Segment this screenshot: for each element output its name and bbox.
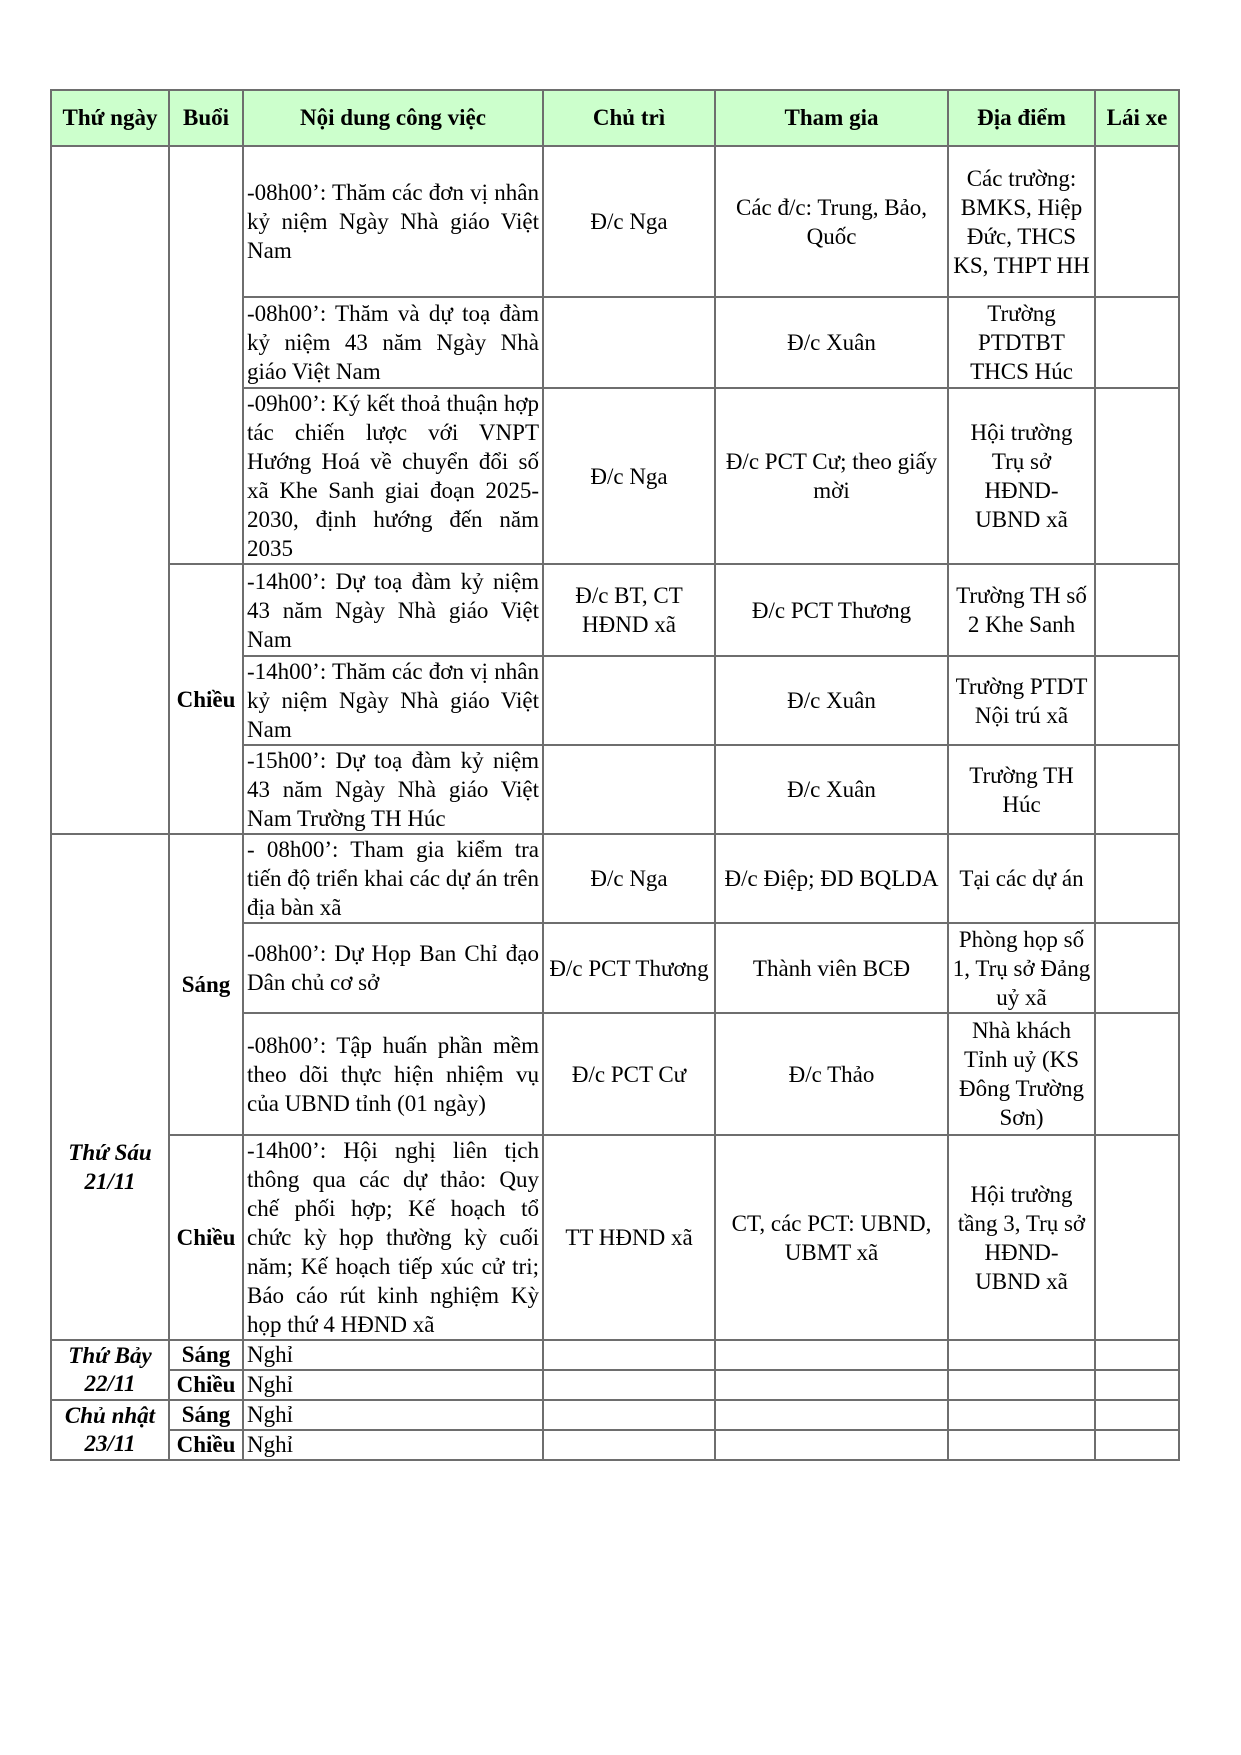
location-cell: Nhà khách Tỉnh uỷ (KS Đông Trường Sơn) xyxy=(948,1013,1095,1135)
day-date: 22/11 xyxy=(84,1371,136,1396)
chair-cell xyxy=(543,1430,715,1460)
table-row xyxy=(51,1370,1179,1400)
location-cell: Trường TH số 2 Khe Sanh xyxy=(948,564,1095,656)
content-cell: -08h00’: Thăm và dự toạ đàm kỷ niệm 43 năm Ngày Nhà giáo Việt Nam xyxy=(243,297,543,388)
participants-cell: CT, các PCT: UBND, UBMT xã xyxy=(715,1135,948,1340)
content-cell: -14h00’: Dự toạ đàm kỷ niệm 43 năm Ngày Nhà giáo Việt Nam xyxy=(243,564,543,656)
day-cell-empty xyxy=(51,146,169,834)
day-cell-saturday xyxy=(51,1340,169,1400)
header-location: Địa điểm xyxy=(948,90,1095,146)
location-cell: Hội trường Trụ sở HĐND-UBND xã xyxy=(948,388,1095,564)
location-cell: Phòng họp số 1, Trụ sở Đảng uỷ xã xyxy=(948,923,1095,1013)
driver-cell xyxy=(1095,923,1179,1013)
driver-cell xyxy=(1095,388,1179,564)
content-cell: - 08h00’: Tham gia kiểm tra tiến độ triển khai các dự án trên địa bàn xã xyxy=(243,834,543,923)
participants-cell: Đ/c Điệp; ĐD BQLDA xyxy=(715,834,948,923)
content-cell: Nghỉ xyxy=(243,1340,543,1370)
participants-cell: Đ/c Xuân xyxy=(715,656,948,745)
header-driver: Lái xe xyxy=(1095,90,1179,146)
session-cell: Sáng xyxy=(169,1340,243,1370)
day-date: 21/11 xyxy=(84,1169,136,1194)
location-cell xyxy=(948,1400,1095,1430)
location-cell: Trường TH Húc xyxy=(948,745,1095,834)
table-row xyxy=(51,1430,1179,1460)
driver-cell xyxy=(1095,564,1179,656)
table-row xyxy=(51,146,1179,297)
chair-cell xyxy=(543,297,715,388)
session-cell: Chiều xyxy=(169,1135,243,1340)
location-cell: Trường PTDTBT THCS Húc xyxy=(948,297,1095,388)
participants-cell xyxy=(715,1340,948,1370)
day-date: 23/11 xyxy=(84,1431,136,1456)
table-row xyxy=(51,1400,1179,1430)
day-cell-friday xyxy=(51,834,169,1340)
driver-cell xyxy=(1095,1400,1179,1430)
driver-cell xyxy=(1095,1370,1179,1400)
chair-cell xyxy=(543,1400,715,1430)
location-cell: Hội trường tầng 3, Trụ sở HĐND-UBND xã xyxy=(948,1135,1095,1340)
header-day: Thứ ngày xyxy=(51,90,169,146)
work-schedule-table xyxy=(50,89,1180,1461)
chair-cell xyxy=(543,1340,715,1370)
chair-cell xyxy=(543,656,715,745)
chair-cell xyxy=(543,745,715,834)
table-row xyxy=(51,834,1179,923)
participants-cell: Đ/c PCT Cư; theo giấy mời xyxy=(715,388,948,564)
table-row xyxy=(51,1340,1179,1370)
day-cell-sunday xyxy=(51,1400,169,1460)
session-cell: Chiều xyxy=(169,1430,243,1460)
driver-cell xyxy=(1095,1340,1179,1370)
content-cell: -08h00’: Thăm các đơn vị nhân kỷ niệm Ngày Nhà giáo Việt Nam xyxy=(243,146,543,297)
chair-cell: Đ/c PCT Thương xyxy=(543,923,715,1013)
content-cell: -08h00’: Dự Họp Ban Chỉ đạo Dân chủ cơ sở xyxy=(243,923,543,1013)
participants-cell: Các đ/c: Trung, Bảo, Quốc xyxy=(715,146,948,297)
content-cell: -14h00’: Thăm các đơn vị nhân kỷ niệm Ngày Nhà giáo Việt Nam xyxy=(243,656,543,745)
driver-cell xyxy=(1095,1135,1179,1340)
content-cell: -09h00’: Ký kết thoả thuận hợp tác chiến lược với VNPT Hướng Hoá về chuyển đổi số xã Khe Sanh giai đoạn 2025-2030, định hướng đến năm 2035 xyxy=(243,388,543,564)
location-cell: Các trường: BMKS, Hiệp Đức, THCS KS, THPT HH xyxy=(948,146,1095,297)
header-session: Buổi xyxy=(169,90,243,146)
content-cell: -08h00’: Tập huấn phần mềm theo dõi thực hiện nhiệm vụ của UBND tỉnh (01 ngày) xyxy=(243,1013,543,1135)
location-cell: Trường PTDT Nội trú xã xyxy=(948,656,1095,745)
participants-cell xyxy=(715,1370,948,1400)
table-row xyxy=(51,564,1179,656)
participants-cell: Đ/c PCT Thương xyxy=(715,564,948,656)
session-cell: Sáng xyxy=(169,834,243,1135)
schedule-page xyxy=(50,89,1180,1461)
participants-cell: Đ/c Xuân xyxy=(715,297,948,388)
driver-cell xyxy=(1095,1430,1179,1460)
day-name: Thứ Sáu xyxy=(68,1140,152,1165)
header-row xyxy=(51,90,1179,146)
driver-cell xyxy=(1095,745,1179,834)
day-name: Chủ nhật xyxy=(64,1403,156,1428)
content-cell: -15h00’: Dự toạ đàm kỷ niệm 43 năm Ngày Nhà giáo Việt Nam Trường TH Húc xyxy=(243,745,543,834)
location-cell xyxy=(948,1430,1095,1460)
header-chair: Chủ trì xyxy=(543,90,715,146)
participants-cell: Đ/c Thảo xyxy=(715,1013,948,1135)
chair-cell: Đ/c BT, CT HĐND xã xyxy=(543,564,715,656)
content-cell: Nghỉ xyxy=(243,1400,543,1430)
chair-cell: Đ/c Nga xyxy=(543,834,715,923)
header-content: Nội dung công việc xyxy=(243,90,543,146)
location-cell: Tại các dự án xyxy=(948,834,1095,923)
driver-cell xyxy=(1095,1013,1179,1135)
participants-cell xyxy=(715,1430,948,1460)
chair-cell: TT HĐND xã xyxy=(543,1135,715,1340)
content-cell: Nghỉ xyxy=(243,1370,543,1400)
table-row xyxy=(51,1135,1179,1340)
location-cell xyxy=(948,1370,1095,1400)
participants-cell: Đ/c Xuân xyxy=(715,745,948,834)
content-cell: Nghỉ xyxy=(243,1430,543,1460)
driver-cell xyxy=(1095,834,1179,923)
session-cell: Chiều xyxy=(169,1370,243,1400)
driver-cell xyxy=(1095,297,1179,388)
chair-cell: Đ/c PCT Cư xyxy=(543,1013,715,1135)
location-cell xyxy=(948,1340,1095,1370)
chair-cell: Đ/c Nga xyxy=(543,146,715,297)
driver-cell xyxy=(1095,146,1179,297)
driver-cell xyxy=(1095,656,1179,745)
participants-cell xyxy=(715,1400,948,1430)
chair-cell xyxy=(543,1370,715,1400)
chair-cell: Đ/c Nga xyxy=(543,388,715,564)
header-participants: Tham gia xyxy=(715,90,948,146)
session-cell: Chiều xyxy=(169,564,243,834)
content-cell: -14h00’: Hội nghị liên tịch thông qua các dự thảo: Quy chế phối hợp; Kế hoạch tổ chức kỳ họp thường kỳ cuối năm; Kế hoạch tiếp xúc cử tri; Báo cáo rút kinh nghiệm Kỳ họp thứ 4 HĐND xã xyxy=(243,1135,543,1340)
participants-cell: Thành viên BCĐ xyxy=(715,923,948,1013)
day-name: Thứ Bảy xyxy=(68,1343,152,1368)
session-cell: Sáng xyxy=(169,1400,243,1430)
session-cell-empty xyxy=(169,146,243,564)
